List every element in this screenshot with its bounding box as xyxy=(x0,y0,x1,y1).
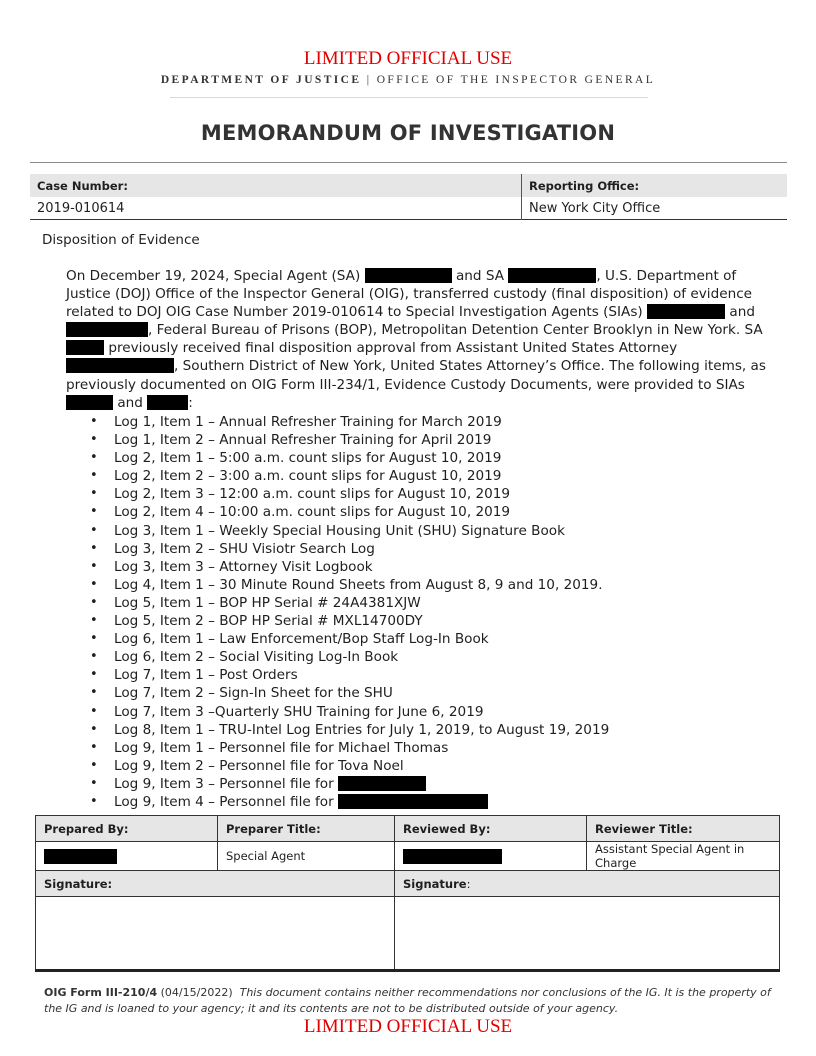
redaction-block xyxy=(365,268,452,283)
list-item: • Log 1, Item 2 – Annual Refresher Training for April 2019 xyxy=(114,431,764,449)
redaction-block xyxy=(403,849,502,864)
paragraph-text: On December 19, 2024, Special Agent (SA) xyxy=(66,268,361,284)
list-item: • Log 9, Item 4 – Personnel file for xyxy=(114,793,764,811)
signature-value-row xyxy=(36,842,780,871)
list-item: • Log 3, Item 2 – SHU Visiotr Search Log xyxy=(114,540,764,558)
signature-label-right: Signature: xyxy=(395,871,780,897)
preparer-signature-box xyxy=(36,897,395,971)
paragraph-text: , U.S. Department of Justice (DOJ) Office of the Inspector General (OIG), transferred custody (final disposition) of evidence related to DOJ OIG Case Number 2019-010614 to Special Investigation Agents (SIAs) xyxy=(66,268,753,321)
list-item: • Log 3, Item 1 – Weekly Special Housing Unit (SHU) Signature Book xyxy=(114,522,764,540)
preparer-title-value: Special Agent xyxy=(218,842,395,871)
redaction-block xyxy=(66,395,113,410)
reviewer-title-label: Reviewer Title: xyxy=(587,816,780,842)
redaction-block xyxy=(66,322,148,337)
list-item: • Log 1, Item 1 – Annual Refresher Training for March 2019 xyxy=(114,413,764,431)
paragraph-text: , Federal Bureau of Prisons (BOP), Metropolitan Detention Center Brooklyn in New York. SA xyxy=(148,322,763,339)
redaction-block xyxy=(44,849,117,864)
list-item: • Log 6, Item 2 – Social Visiting Log-In Book xyxy=(114,648,764,666)
list-item: • Log 9, Item 3 – Personnel file for xyxy=(114,775,764,793)
preparer-title-label: Preparer Title: xyxy=(218,816,395,842)
disclaimer-text: This document contains neither recommendations nor conclusions of the IG. It is the property of the IG and is loaned to your agency; it and its contents are not to be distributed outside of your agency. xyxy=(44,986,771,1015)
list-item: • Log 2, Item 4 – 10:00 a.m. count slips for August 10, 2019 xyxy=(114,503,764,521)
reporting-office-label: Reporting Office: xyxy=(522,174,788,197)
redaction-block xyxy=(66,340,104,355)
case-number-value: 2019-010614 xyxy=(30,197,522,220)
redaction-block xyxy=(147,395,188,410)
memo-subject: Disposition of Evidence xyxy=(42,232,200,248)
case-info-header-row xyxy=(30,174,787,197)
list-item: • Log 2, Item 1 – 5:00 a.m. count slips for August 10, 2019 xyxy=(114,449,764,467)
department-name: DEPARTMENT OF JUSTICE xyxy=(160,74,362,86)
case-info-value-row xyxy=(30,197,787,220)
prepared-by-label: Prepared By: xyxy=(36,816,218,842)
list-item: • Log 2, Item 2 – 3:00 a.m. count slips for August 10, 2019 xyxy=(114,467,764,485)
paragraph-text: previously received final disposition approval from Assistant United States Attorney xyxy=(108,340,678,357)
document-title: MEMORANDUM OF INVESTIGATION xyxy=(200,121,616,145)
reviewer-signature-box xyxy=(395,897,780,971)
redaction-block xyxy=(338,794,488,809)
reviewed-by-value xyxy=(395,842,587,871)
redaction-block xyxy=(66,358,174,373)
paragraph-text: and SA xyxy=(455,268,505,284)
form-footer xyxy=(44,985,779,1016)
prepared-by-value xyxy=(36,842,218,871)
reviewer-title-value: Assistant Special Agent in Charge xyxy=(587,842,780,871)
list-item: • Log 3, Item 3 – Attorney Visit Logbook xyxy=(114,558,764,576)
office-name: OFFICE OF THE INSPECTOR GENERAL xyxy=(376,74,656,86)
signature-label-row xyxy=(36,871,780,897)
case-number-label: Case Number: xyxy=(30,174,522,197)
list-item: • Log 4, Item 1 – 30 Minute Round Sheets from August 8, 9 and 10, 2019. xyxy=(114,576,764,594)
signature-table xyxy=(35,815,780,972)
body-paragraph xyxy=(66,267,766,412)
list-item: • Log 8, Item 1 – TRU-Intel Log Entries for July 1, 2019, to August 19, 2019 xyxy=(114,721,764,739)
list-item: • Log 7, Item 1 – Post Orders xyxy=(114,666,764,684)
signature-box-row xyxy=(36,897,780,971)
header-divider xyxy=(170,97,648,98)
list-item: • Log 7, Item 3 –Quarterly SHU Training for June 6, 2019 xyxy=(114,703,764,721)
list-item: • Log 2, Item 3 – 12:00 a.m. count slips for August 10, 2019 xyxy=(114,485,764,503)
form-date: (04/15/2022) xyxy=(160,986,233,999)
list-item: • Log 5, Item 1 – BOP HP Serial # 24A4381XJW xyxy=(114,594,764,612)
paragraph-text: : xyxy=(188,394,193,411)
agency-separator: | xyxy=(366,74,372,86)
list-item: • Log 9, Item 2 – Personnel file for Tova Noel xyxy=(114,757,764,775)
title-rule xyxy=(30,162,787,163)
redaction-block xyxy=(508,268,596,283)
agency-line xyxy=(0,74,816,86)
evidence-list xyxy=(66,413,764,811)
form-id: OIG Form III-210/4 xyxy=(44,986,158,999)
paragraph-text: and xyxy=(117,394,143,411)
signature-label-left: Signature: xyxy=(36,871,395,897)
redaction-block xyxy=(338,776,426,791)
case-info-table xyxy=(30,174,787,220)
classification-marking-bottom: LIMITED OFFICIAL USE xyxy=(303,1016,513,1037)
paragraph-text: and xyxy=(729,304,755,321)
list-item: • Log 5, Item 2 – BOP HP Serial # MXL14700DY xyxy=(114,612,764,630)
reporting-office-value: New York City Office xyxy=(529,200,661,216)
list-item: • Log 7, Item 2 – Sign-In Sheet for the SHU xyxy=(114,684,764,702)
redaction-block xyxy=(647,304,725,319)
paragraph-text: , Southern District of New York, United States Attorney’s Office. The following items, as previously documented on OIG Form III-234/1, Evidence Custody Documents, were provided to SIAs xyxy=(66,358,766,393)
list-item: • Log 9, Item 1 – Personnel file for Michael Thomas xyxy=(114,739,764,757)
classification-marking-top: LIMITED OFFICIAL USE xyxy=(303,48,513,69)
reviewed-by-label: Reviewed By: xyxy=(395,816,587,842)
list-item: • Log 6, Item 1 – Law Enforcement/Bop Staff Log-In Book xyxy=(114,630,764,648)
signature-header-row xyxy=(36,816,780,842)
